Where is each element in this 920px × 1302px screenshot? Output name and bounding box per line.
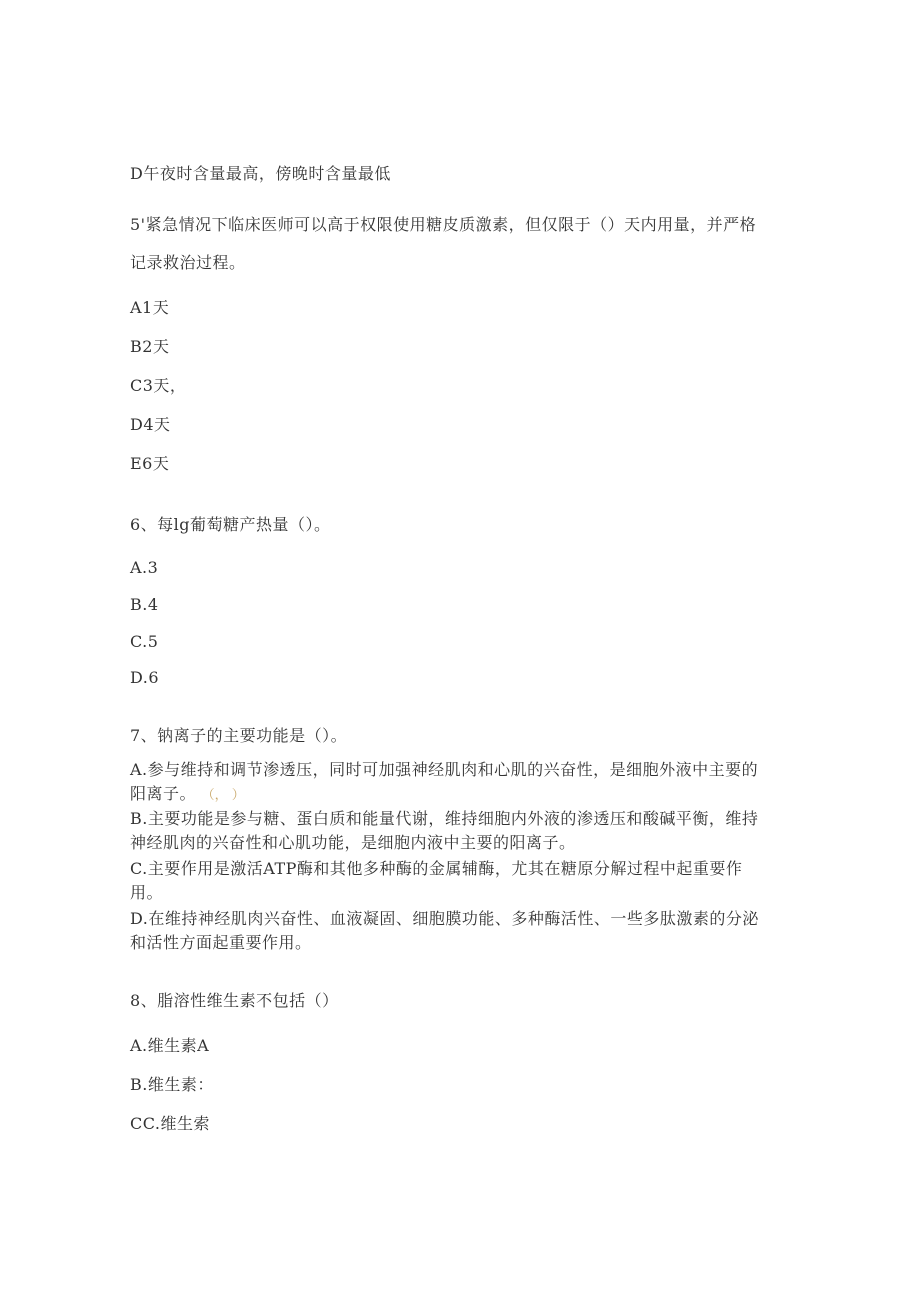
q5-option-d: D4天 bbox=[130, 415, 171, 434]
q6-option-d: D.6 bbox=[130, 668, 160, 687]
q6-stem: 6、每lg葡萄糖产热量（）。 bbox=[130, 515, 331, 534]
q7-option-c-line2: 用。 bbox=[130, 883, 164, 902]
q8-option-a: A.维生素A bbox=[130, 1036, 210, 1055]
q5-option-a: A1天 bbox=[130, 298, 170, 317]
q5-stem-line2: 记录救治过程。 bbox=[130, 253, 246, 272]
q7-option-a-line1: A.参与维持和调节渗透压，同时可加强神经肌肉和心肌的兴奋性，是细胞外液中主要的 bbox=[130, 760, 759, 779]
q8-stem: 8、脂溶性维生素不包括（） bbox=[130, 991, 339, 1010]
q7-option-a-note: （， ） bbox=[201, 788, 245, 803]
q6-option-b: B.4 bbox=[130, 595, 159, 614]
q7-option-a-text: 阳离子。 bbox=[130, 784, 197, 803]
q4-option-d: D午夜时含量最高，傍晚时含量最低 bbox=[130, 164, 391, 183]
q5-option-c: C3天， bbox=[130, 376, 187, 395]
q7-option-d-line2: 和活性方面起重要作用。 bbox=[130, 933, 312, 952]
q7-option-d-line1: D.在维持神经肌肉兴奋性、血液凝固、细胞膜功能、多种酶活性、一些多肽激素的分泌 bbox=[130, 909, 759, 928]
q7-option-a-line2 bbox=[130, 784, 245, 806]
q8-option-b: B.维生素： bbox=[130, 1075, 214, 1094]
q8-option-c: CC.维生索 bbox=[130, 1114, 211, 1133]
q5-option-e: E6天 bbox=[130, 454, 170, 473]
q7-stem: 7、钠离子的主要功能是（）。 bbox=[130, 726, 348, 745]
q6-option-c: C.5 bbox=[130, 632, 159, 651]
q6-option-a: A.3 bbox=[130, 558, 159, 577]
q5-option-b: B2天 bbox=[130, 337, 170, 356]
q7-option-c-line1: C.主要作用是激活ATP酶和其他多种酶的金属辅酶，尤其在糖原分解过程中起重要作 bbox=[130, 859, 743, 878]
q7-option-b-line2: 神经肌肉的兴奋性和心肌功能，是细胞内液中主要的阳离子。 bbox=[130, 833, 576, 852]
q7-option-b-line1: B.主要功能是参与糖、蛋白质和能量代谢，维持细胞内外液的渗透压和酸碱平衡，维持 bbox=[130, 809, 759, 828]
q5-stem-line1: 5'紧急情况下临床医师可以高于权限使用糖皮质激素，但仅限于（）天内用量，并严格 bbox=[130, 215, 757, 234]
